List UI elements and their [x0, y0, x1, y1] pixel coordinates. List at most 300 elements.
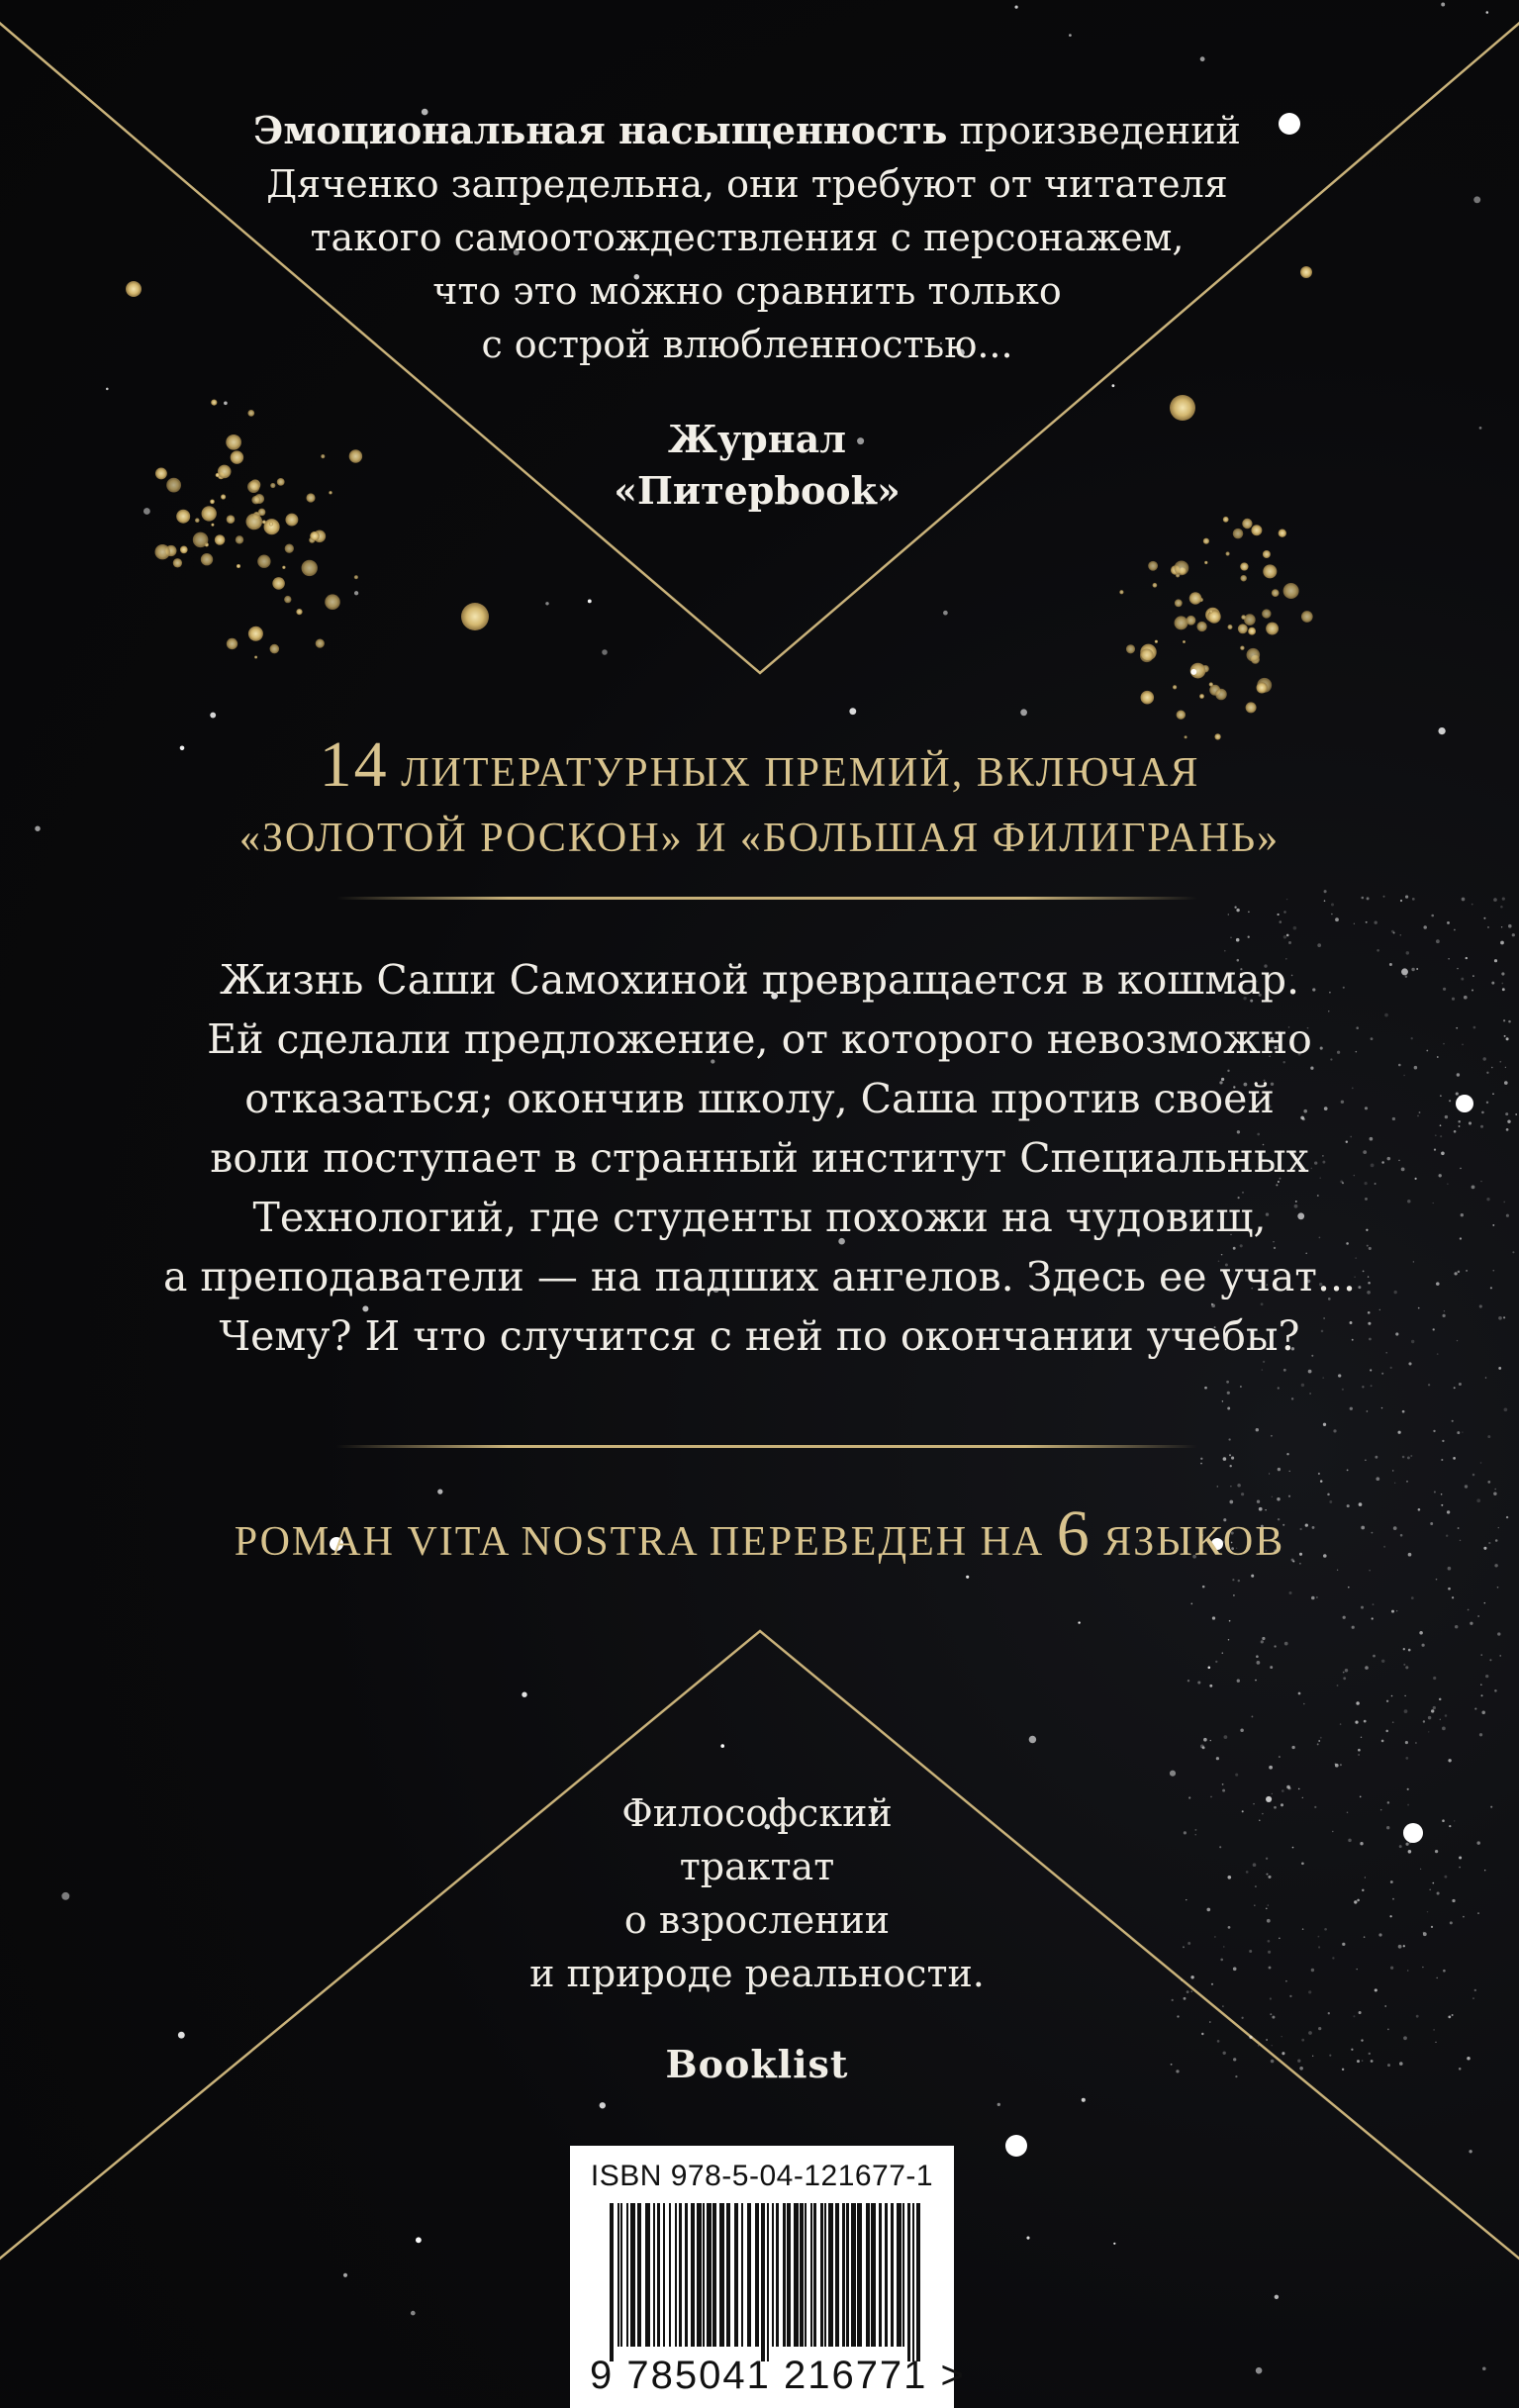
star-dot: [1254, 1904, 1256, 1906]
star-dot: [1459, 1856, 1462, 1859]
star-dot: [1317, 943, 1321, 947]
star-dot: [1272, 589, 1280, 597]
star-dot: [1498, 1367, 1501, 1370]
star-dot: [1484, 1870, 1485, 1871]
star-dot: [1486, 11, 1489, 14]
star-dot: [1347, 1470, 1349, 1472]
star-dot: [302, 560, 318, 576]
barcode-bar: [824, 2203, 826, 2347]
star-dot: [1189, 592, 1202, 605]
star-dot: [1372, 1532, 1374, 1534]
barcode-bar: [800, 2203, 804, 2347]
star-dot: [1354, 923, 1355, 924]
star-dot: [143, 508, 150, 515]
star-dot: [245, 514, 262, 530]
star-dot: [1474, 1989, 1476, 1991]
star-dot: [1457, 1073, 1460, 1076]
star-dot: [1301, 1384, 1304, 1387]
star-dot: [1448, 958, 1450, 960]
barcode-bar: [902, 2203, 904, 2347]
star-dot: [1217, 2040, 1220, 2043]
star-dot: [1286, 1453, 1288, 1455]
star-dot: [1506, 1037, 1509, 1040]
star-dot: [1452, 1899, 1455, 1902]
star-dot: [1269, 1967, 1272, 1970]
star-dot: [1356, 1969, 1357, 1970]
star-dot: [1277, 914, 1279, 915]
barcode-bar: [828, 2203, 833, 2347]
star-dot: [1428, 1384, 1430, 1386]
star-dot: [106, 388, 109, 391]
star-dot: [1440, 1124, 1442, 1126]
star-dot: [1486, 1198, 1489, 1201]
star-dot: [1288, 1495, 1290, 1497]
star-dot: [1399, 1845, 1402, 1848]
star-dot: [1371, 1385, 1373, 1387]
star-dot: [1378, 1933, 1381, 1936]
star-dot: [1504, 1035, 1506, 1037]
barcode-bar: [835, 2203, 839, 2347]
star-dot: [1364, 1936, 1366, 1938]
star-dot: [1301, 611, 1313, 623]
star-dot: [285, 514, 298, 527]
star-dot: [1209, 682, 1213, 686]
star-dot: [1361, 897, 1364, 900]
star-dot: [1384, 1013, 1388, 1017]
star-dot: [1447, 1184, 1448, 1185]
top-quote-lead: Эмоциональная насыщенность: [253, 108, 948, 152]
star-dot: [1506, 1516, 1508, 1518]
star-dot: [1223, 1946, 1224, 1947]
star-dot: [210, 713, 216, 719]
star-dot: [1435, 2042, 1436, 2043]
description-line: Ей сделали предложение, от которого невозможно: [207, 1015, 1312, 1063]
star-dot: [1272, 1496, 1273, 1497]
star-dot: [1369, 2053, 1371, 2055]
star-dot: [1442, 1440, 1444, 1442]
star-dot: [1482, 2367, 1486, 2371]
barcode-bar: [669, 2203, 671, 2347]
star-dot: [1495, 1539, 1498, 1542]
star-dot: [1248, 912, 1249, 913]
star-dot: [1371, 1164, 1375, 1168]
star-dot: [1415, 1178, 1417, 1180]
star-dot: [296, 609, 302, 615]
star-dot: [1456, 1095, 1473, 1112]
star-dot: [1266, 1908, 1267, 1909]
star-dot: [1082, 2098, 1086, 2102]
awards-line-1: [148, 728, 1371, 806]
star-dot: [1284, 1642, 1288, 1646]
star-dot: [1465, 1485, 1468, 1488]
star-dot: [218, 465, 232, 479]
star-dot: [1474, 1708, 1476, 1710]
top-quote-line-2: Дяченко запредельна, они требуют от читателя: [266, 162, 1228, 206]
star-dot: [1005, 2135, 1027, 2157]
bottom-quote: [465, 1786, 1049, 2000]
star-dot: [1385, 1352, 1387, 1354]
star-dot: [1226, 1381, 1229, 1384]
star-dot: [1266, 1858, 1268, 1860]
star-dot: [1318, 1936, 1320, 1938]
star-dot: [1199, 694, 1204, 699]
star-dot: [1335, 917, 1339, 921]
star-dot: [277, 478, 285, 486]
star-dot: [1403, 1823, 1423, 1843]
star-dot: [1442, 1727, 1446, 1731]
star-dot: [1403, 1945, 1405, 1947]
star-dot: [1394, 1483, 1395, 1484]
star-dot: [1327, 1493, 1330, 1496]
star-dot: [1386, 1700, 1388, 1702]
star-dot: [1476, 1498, 1480, 1502]
star-dot: [1412, 898, 1415, 901]
star-dot: [1468, 1609, 1470, 1611]
barcode-bar: [846, 2203, 849, 2347]
star-dot: [1452, 1420, 1454, 1422]
star-dot: [1423, 1932, 1427, 1936]
star-dot: [1381, 1740, 1384, 1743]
star-dot: [1477, 1912, 1479, 1914]
star-dot: [1314, 1806, 1316, 1808]
top-quote-source: [495, 414, 1019, 517]
star-dot: [1422, 1967, 1423, 1968]
star-dot: [1352, 1626, 1355, 1629]
star-dot: [1358, 1749, 1361, 1752]
star-dot: [1291, 1746, 1294, 1749]
star-dot: [1283, 583, 1299, 599]
star-dot: [1454, 1272, 1457, 1275]
star-dot: [1439, 1698, 1442, 1701]
star-dot: [1177, 2015, 1179, 2017]
star-dot: [1393, 1526, 1397, 1530]
star-dot: [35, 825, 40, 830]
star-dot: [1267, 1919, 1271, 1923]
star-dot: [1436, 1282, 1440, 1286]
star-dot: [1329, 2055, 1331, 2057]
star-dot: [1441, 3, 1445, 7]
star-dot: [1501, 972, 1504, 975]
star-dot: [1256, 1655, 1259, 1658]
star-dot: [173, 558, 182, 567]
star-dot: [1148, 561, 1158, 571]
star-dot: [257, 555, 270, 568]
star-dot: [1204, 1387, 1207, 1390]
top-source-line-2: «Питерbook»: [614, 468, 901, 513]
star-dot: [1405, 1666, 1408, 1669]
description-line: отказаться; окончив школу, Саша против своей: [244, 1075, 1275, 1122]
star-dot: [1449, 1825, 1451, 1827]
star-dot: [1371, 1037, 1374, 1040]
star-dot: [1390, 1967, 1393, 1970]
star-dot: [1431, 1926, 1433, 1928]
barcode-bar: [663, 2203, 665, 2347]
star-dot: [1269, 1473, 1270, 1474]
star-dot: [1238, 624, 1248, 633]
star-dot: [849, 708, 856, 715]
star-dot: [1255, 1885, 1257, 1887]
star-dot: [1173, 685, 1177, 689]
star-dot: [284, 596, 291, 603]
star-dot: [1257, 1661, 1261, 1665]
star-dot: [1431, 915, 1434, 917]
star-dot: [310, 531, 320, 541]
star-dot: [1459, 1383, 1462, 1386]
star-dot: [1272, 2045, 1273, 2046]
star-dot: [1215, 689, 1227, 701]
star-dot: [1228, 1639, 1229, 1640]
star-dot: [1435, 1850, 1438, 1853]
star-dot: [211, 399, 217, 405]
star-dot: [1269, 1766, 1273, 1770]
star-dot: [1460, 1237, 1462, 1239]
star-dot: [1444, 1310, 1445, 1311]
star-dot: [1445, 1714, 1448, 1717]
star-dot: [264, 519, 280, 534]
star-dot: [1347, 1812, 1349, 1814]
star-dot: [1383, 896, 1385, 898]
star-dot: [1359, 2011, 1362, 2014]
star-dot: [1454, 929, 1456, 931]
barcode-digits: 9 785041 216771 >: [590, 2354, 966, 2397]
star-dot: [1494, 1564, 1497, 1567]
star-dot: [126, 281, 142, 297]
star-dot: [1485, 1675, 1488, 1678]
star-dot: [1407, 1200, 1411, 1204]
star-dot: [1411, 1037, 1413, 1039]
star-dot: [1238, 1580, 1240, 1582]
star-dot: [1286, 934, 1289, 937]
star-dot: [1497, 1587, 1499, 1589]
star-dot: [1418, 1307, 1420, 1309]
star-dot: [282, 566, 285, 569]
star-dot: [1268, 1951, 1271, 1954]
star-dot: [321, 454, 325, 458]
barcode-bar: [810, 2203, 812, 2347]
star-dot: [325, 594, 340, 610]
star-dot: [1171, 2064, 1173, 2066]
star-dot: [166, 478, 181, 493]
star-dot: [588, 599, 592, 603]
star-dot: [1230, 1486, 1231, 1487]
star-dot: [1289, 1995, 1291, 1997]
star-dot: [1454, 1820, 1455, 1821]
star-dot: [1407, 1788, 1409, 1790]
star-dot: [1241, 1493, 1244, 1495]
star-dot: [1403, 1075, 1404, 1076]
star-dot: [1209, 1685, 1212, 1687]
star-dot: [1191, 1990, 1192, 1991]
star-dot: [1214, 1936, 1215, 1937]
star-dot: [1500, 941, 1504, 945]
star-dot: [254, 655, 257, 658]
star-dot: [1140, 648, 1154, 662]
star-dot: [236, 535, 243, 543]
star-dot: [1270, 2013, 1272, 2015]
star-dot: [1398, 1945, 1402, 1949]
star-dot: [1502, 898, 1505, 901]
star-dot: [1332, 1957, 1334, 1959]
star-dot: [1444, 1876, 1447, 1878]
star-dot: [1366, 921, 1368, 923]
star-dot: [1404, 1709, 1408, 1713]
star-dot: [1405, 1843, 1408, 1846]
star-dot: [1429, 1888, 1431, 1890]
star-dot: [545, 602, 548, 605]
star-dot: [1481, 1694, 1483, 1696]
star-dot: [1411, 1596, 1414, 1599]
star-dot: [1280, 920, 1282, 923]
star-dot: [416, 2237, 422, 2243]
star-dot: [1492, 1270, 1494, 1272]
star-dot: [1436, 1977, 1438, 1979]
star-dot: [1493, 898, 1497, 902]
star-dot: [1445, 1115, 1448, 1118]
star-dot: [1216, 1757, 1219, 1760]
barcode-bar: [697, 2203, 702, 2347]
star-dot: [1433, 1677, 1436, 1680]
star-dot: [1365, 1877, 1366, 1878]
barcode-bar: [851, 2203, 856, 2347]
star-dot: [1472, 904, 1473, 906]
star-dot: [1248, 627, 1256, 635]
top-quote-line-1: [247, 104, 1247, 157]
description-line: воли поступает в странный институт Специальных: [210, 1134, 1309, 1182]
star-dot: [1387, 1801, 1390, 1804]
star-dot: [1460, 1168, 1462, 1170]
divider-line-top: [336, 897, 1197, 900]
star-dot: [1440, 1719, 1441, 1720]
star-dot: [1452, 2014, 1454, 2016]
star-dot: [1272, 2016, 1275, 2019]
star-dot: [1456, 1027, 1458, 1029]
star-dot: [1200, 56, 1205, 61]
star-dot: [1272, 1793, 1273, 1794]
star-dot: [1220, 1959, 1223, 1962]
star-dot: [1491, 982, 1494, 985]
star-dot: [1355, 1720, 1358, 1723]
barcode-bar: [767, 2203, 769, 2361]
star-dot: [1459, 1867, 1461, 1869]
star-dot: [1301, 2039, 1304, 2042]
star-dot: [1230, 937, 1231, 938]
star-dot: [1383, 1546, 1385, 1548]
star-dot: [1324, 900, 1326, 902]
star-dot: [1433, 1430, 1435, 1432]
star-dot: [1190, 1603, 1192, 1605]
top-quote-line-3: такого самоотождествления с персонажем,: [310, 216, 1185, 259]
star-dot: [1266, 2039, 1268, 2041]
star-dot: [1360, 1796, 1362, 1798]
star-dot: [1506, 1214, 1509, 1217]
star-dot: [202, 506, 217, 521]
star-dot: [1253, 1863, 1257, 1867]
star-dot: [1407, 1804, 1409, 1806]
star-dot: [1419, 1111, 1421, 1113]
star-dot: [1403, 2036, 1407, 2040]
star-dot: [1187, 1942, 1190, 1945]
star-dot: [1407, 1970, 1409, 1972]
star-dot: [1433, 1203, 1434, 1204]
star-dot: [1441, 1504, 1443, 1506]
star-dot: [1332, 1831, 1333, 1832]
star-dot: [1318, 2027, 1321, 2030]
star-dot: [1270, 1666, 1273, 1669]
star-dot: [1393, 931, 1395, 933]
barcode-bar: [783, 2203, 786, 2347]
star-dot: [1240, 575, 1246, 581]
star-dot: [1258, 2045, 1259, 2046]
book-description: [148, 950, 1371, 1366]
star-dot: [1266, 1796, 1272, 1802]
star-dot: [1274, 1645, 1276, 1647]
star-dot: [1406, 1481, 1408, 1483]
star-dot: [1263, 564, 1277, 578]
barcode-bar: [794, 2203, 799, 2347]
star-dot: [1461, 978, 1464, 981]
star-dot: [1416, 968, 1418, 970]
star-dot: [1405, 1741, 1408, 1744]
star-dot: [1373, 1603, 1375, 1605]
star-dot: [1384, 2005, 1386, 2007]
star-dot: [1457, 1431, 1460, 1434]
star-dot: [1211, 1983, 1213, 1985]
star-dot: [1240, 1386, 1242, 1388]
star-dot: [1215, 1661, 1217, 1663]
star-dot: [1361, 1606, 1364, 1609]
star-dot: [1494, 1689, 1497, 1692]
star-dot: [316, 638, 325, 647]
star-dot: [1320, 1480, 1323, 1483]
star-dot: [1233, 2058, 1236, 2061]
star-dot: [1441, 1493, 1443, 1495]
barcode-bar: [871, 2203, 876, 2347]
star-dot: [1222, 1783, 1224, 1785]
star-dot: [1505, 1112, 1508, 1115]
star-dot: [1453, 1457, 1456, 1460]
star-dot: [1473, 196, 1480, 203]
barcode-bar: [645, 2203, 650, 2347]
star-dot: [1434, 1149, 1436, 1151]
star-dot: [1448, 1588, 1451, 1590]
star-dot: [1487, 1435, 1490, 1438]
star-dot: [1506, 1128, 1509, 1131]
star-dot: [1342, 2069, 1344, 2071]
star-dot: [1297, 2060, 1300, 2063]
star-dot: [1324, 890, 1327, 893]
star-dot: [1283, 1369, 1286, 1372]
star-dot: [1270, 1997, 1272, 1999]
star-dot: [1483, 1547, 1486, 1550]
star-dot: [1392, 1898, 1394, 1900]
star-dot: [195, 518, 200, 523]
star-dot: [1462, 1431, 1463, 1432]
star-dot: [1348, 1587, 1350, 1589]
barcode-bar: [691, 2203, 695, 2347]
star-dot: [1235, 1774, 1238, 1777]
star-dot: [1337, 1685, 1339, 1686]
star-dot: [1501, 983, 1503, 985]
star-dot: [1406, 951, 1409, 954]
star-dot: [1227, 1407, 1230, 1410]
star-dot: [1026, 2237, 1029, 2240]
star-dot: [1223, 2052, 1226, 2055]
star-dot: [1448, 2016, 1451, 2019]
star-dot: [1279, 530, 1286, 537]
star-dot: [1361, 2039, 1363, 2041]
star-dot: [1186, 1899, 1187, 1900]
star-dot: [1447, 921, 1450, 924]
